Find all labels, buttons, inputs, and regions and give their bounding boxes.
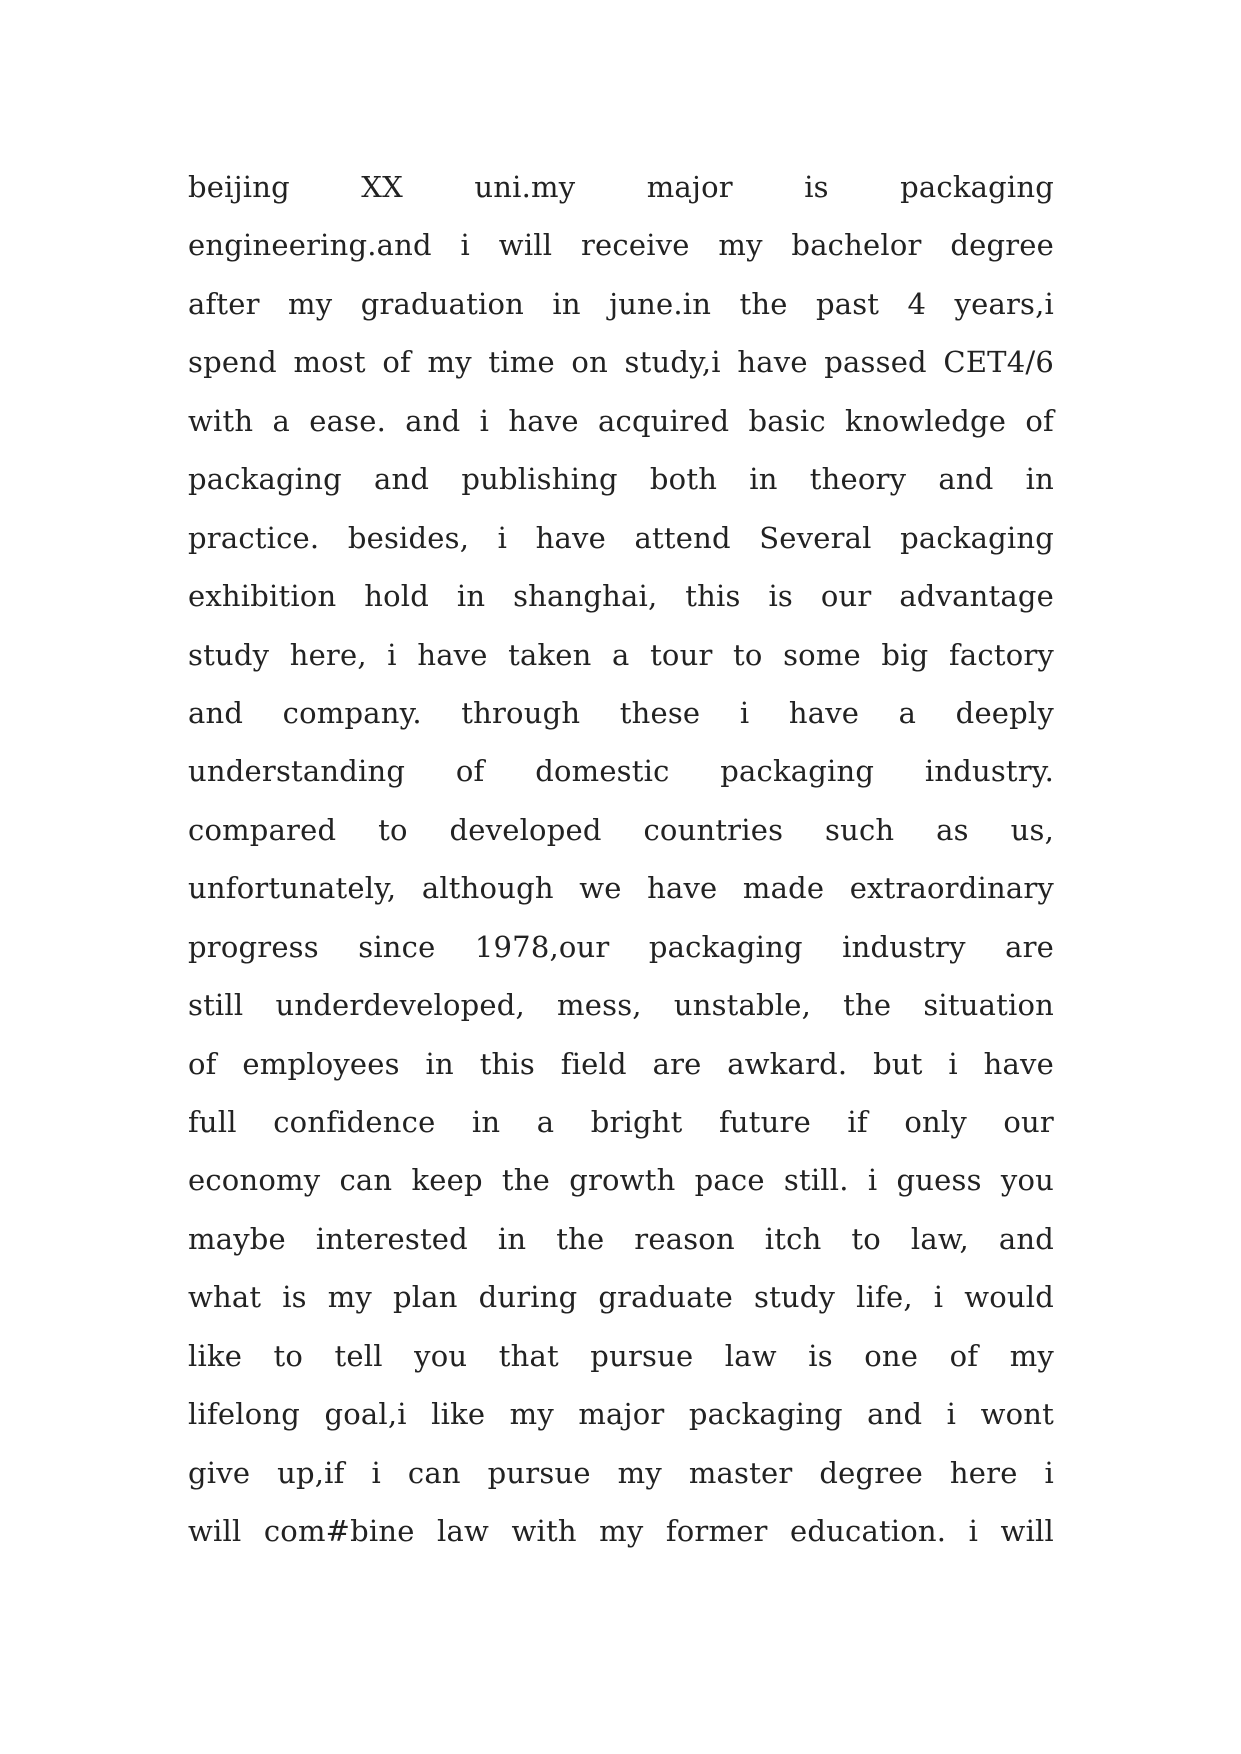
- text-line: of employees in this field are awkard. but i have: [188, 1046, 1054, 1081]
- text-line: like to tell you that pursue law is one of my: [188, 1338, 1054, 1373]
- text-line: beijing XX uni.my major is packaging: [188, 170, 1054, 204]
- text-line: lifelong goal,i like my major packaging and i wont: [188, 1397, 1054, 1432]
- text-line: engineering.and i will receive my bachelor degree: [188, 228, 1054, 263]
- text-line: study here, i have taken a tour to some big factory: [188, 637, 1054, 672]
- text-line: still underdeveloped, mess, unstable, the situation: [188, 988, 1054, 1023]
- text-line: economy can keep the growth pace still. i guess you: [188, 1163, 1054, 1198]
- text-line: packaging and publishing both in theory and in: [188, 462, 1054, 497]
- text-line: and company. through these i have a deeply: [188, 695, 1054, 730]
- text-line: what is my plan during graduate study life, i would: [188, 1280, 1054, 1315]
- text-line: with a ease. and i have acquired basic knowledge of: [188, 403, 1054, 438]
- text-line: unfortunately, although we have made extraordinary: [188, 871, 1054, 906]
- text-line: progress since 1978,our packaging industry are: [188, 929, 1054, 964]
- text-line: full confidence in a bright future if only our: [188, 1105, 1054, 1139]
- text-line: compared to developed countries such as us,: [188, 812, 1054, 847]
- text-line: understanding of domestic packaging industry.: [188, 754, 1054, 789]
- body-text: [188, 158, 1054, 1561]
- text-line: exhibition hold in shanghai, this is our advantage: [188, 579, 1054, 614]
- text-line: practice. besides, i have attend Several packaging: [188, 520, 1054, 555]
- text-line: after my graduation in june.in the past 4 years,i: [188, 286, 1054, 321]
- text-line: give up,if i can pursue my master degree here i: [188, 1455, 1054, 1490]
- text-line: will com#bine law with my former education. i will: [188, 1514, 1054, 1549]
- text-line: maybe interested in the reason itch to law, and: [188, 1221, 1054, 1256]
- text-line: spend most of my time on study,i have passed CET4/6: [188, 345, 1054, 380]
